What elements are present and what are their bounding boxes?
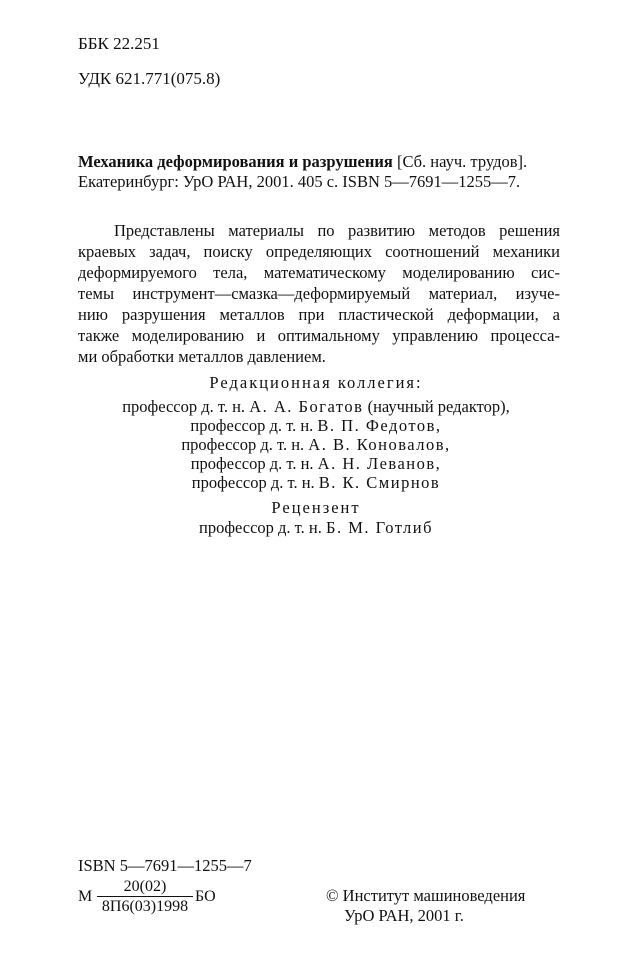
reviewer-heading: Рецензент xyxy=(271,498,361,517)
code-numerator: 20(02) xyxy=(97,878,193,897)
member-title: профессор д. т. н. xyxy=(122,397,250,416)
citation-line-2: Екатеринбург: УрО РАН, 2001. 405 с. ISBN 5—7691—1255—7. xyxy=(78,172,521,191)
editorial-board-list xyxy=(0,397,632,492)
abstract-line: деформируемого тела, математическому моделированию сис- xyxy=(78,263,560,282)
copyright xyxy=(326,886,525,926)
copyright-line-2: УрО РАН, 2001 г. xyxy=(344,906,464,925)
abstract xyxy=(78,220,560,367)
reviewer-name: Б. М. Готлиб xyxy=(325,518,433,537)
member-title: профессор д. т. н. xyxy=(191,473,319,492)
board-member xyxy=(0,416,632,435)
abstract-line: краевых задач, поиску определяющих соотношений механики xyxy=(78,242,560,261)
book-title: Механика деформирования и разрушения xyxy=(78,152,393,171)
udk-code: УДК 621.771(075.8) xyxy=(78,69,221,88)
member-title: профессор д. т. н. xyxy=(190,454,318,473)
board-member xyxy=(0,473,632,492)
member-name: А. Н. Леванов, xyxy=(317,454,442,473)
member-name: А. В. Коновалов, xyxy=(308,435,451,454)
member-name: В. П. Федотов, xyxy=(317,416,442,435)
citation-type: [Сб. науч. трудов]. xyxy=(392,152,528,171)
board-member xyxy=(0,397,632,416)
code-denominator: 8П6(03)1998 xyxy=(101,898,189,915)
abstract-line: ми обработки металлов давлением. xyxy=(78,347,326,366)
board-member xyxy=(0,435,632,454)
member-name: В. К. Смирнов xyxy=(318,473,441,492)
abstract-line: также моделированию и оптимальному управлению процесса- xyxy=(78,326,560,345)
bibliographic-citation xyxy=(78,152,578,192)
abstract-line: темы инструмент—смазка—деформируемый материал, изуче- xyxy=(78,284,560,303)
member-name: А. А. Богатов xyxy=(249,397,364,416)
code-suffix: БО xyxy=(195,888,216,905)
editorial-board-heading: Редакционная коллегия: xyxy=(209,373,423,392)
reviewer-line xyxy=(0,518,632,537)
reviewer-title: профессор д. т. н. xyxy=(198,518,326,537)
isbn: ISBN 5—7691—1255—7 xyxy=(78,856,252,875)
member-title: профессор д. т. н. xyxy=(181,435,309,454)
citation-line-1 xyxy=(78,152,578,172)
abstract-line: Представлены материалы по развитию методов решения xyxy=(114,221,560,240)
abstract-line: нию разрушения металлов при пластической деформации, а xyxy=(78,305,560,324)
member-role: (научный редактор), xyxy=(363,397,510,416)
bbk-code: ББК 22.251 xyxy=(78,34,160,53)
code-prefix: М xyxy=(78,888,93,905)
copyright-line-1: © Институт машиноведения xyxy=(326,886,526,905)
board-member xyxy=(0,454,632,473)
member-title: профессор д. т. н. xyxy=(190,416,318,435)
